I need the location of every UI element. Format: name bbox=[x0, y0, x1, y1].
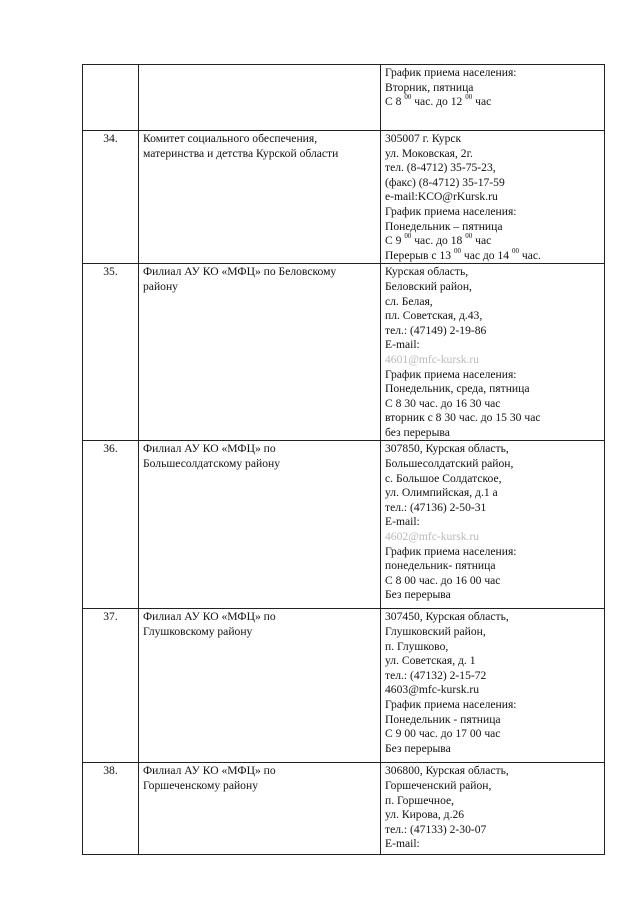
contact-info-line: Большесолдатский район, bbox=[385, 457, 514, 471]
schedule-hours-line bbox=[385, 246, 600, 264]
row-number: 34. bbox=[83, 131, 139, 264]
time-minutes-superscript: 00 bbox=[453, 246, 461, 255]
contact-info-line: График приема населения: bbox=[385, 204, 517, 218]
row-number: 37. bbox=[83, 609, 139, 763]
contact-info bbox=[381, 65, 605, 131]
contact-info-line: График приема населения: bbox=[385, 367, 517, 381]
contact-info-line: ул. Олимпийская, д.1 а bbox=[385, 486, 498, 500]
contact-info-line: 306800, Курская область, bbox=[385, 764, 509, 778]
time-minutes-superscript: 00 bbox=[465, 232, 473, 241]
organization-name-line: Комитет социального обеспечения, bbox=[143, 132, 318, 145]
contact-info-line: ул. Советская, д. 1 bbox=[385, 654, 476, 668]
time-minutes-superscript: 00 bbox=[404, 93, 412, 102]
email-address-faded: 4602@mfc-kursk.ru bbox=[385, 530, 480, 544]
organizations-table bbox=[82, 64, 605, 855]
contact-info-line: без перерыва bbox=[385, 425, 450, 439]
contact-info bbox=[381, 264, 605, 441]
organization-name-line: материнства и детства Курской области bbox=[143, 146, 339, 160]
contact-info-line: Понедельник, среда, пятница bbox=[385, 382, 530, 396]
contact-info-line: Понедельник - пятница bbox=[385, 712, 501, 726]
contact-info-line: 307450, Курская область, bbox=[385, 610, 509, 624]
contact-info-line: понедельник- пятница bbox=[385, 559, 496, 573]
contact-info-line: E-mail: bbox=[385, 837, 420, 851]
schedule-hours-line bbox=[385, 95, 600, 110]
schedule-text: час. до 12 bbox=[411, 95, 466, 109]
row-number: 35. bbox=[83, 264, 139, 441]
table-row bbox=[83, 441, 605, 609]
contact-info-line: п. Горшечное, bbox=[385, 793, 455, 807]
row-number: 36. bbox=[83, 441, 139, 609]
organization-name-line: Филиал АУ КО «МФЦ» по bbox=[143, 610, 276, 624]
table-row bbox=[83, 264, 605, 441]
contact-info-line: e-mail:KCO@rKursk.ru bbox=[385, 190, 498, 204]
contact-info-line: С 8 00 час. до 16 00 час bbox=[385, 573, 501, 587]
contact-info bbox=[381, 763, 605, 855]
organization-name bbox=[139, 441, 381, 609]
organization-name bbox=[139, 609, 381, 763]
contact-info-line: E-mail: bbox=[385, 338, 420, 352]
contact-info-line: График приема населения: bbox=[385, 66, 517, 79]
contact-info bbox=[381, 441, 605, 609]
contact-info-line: тел.: (47149) 2-19-86 bbox=[385, 323, 487, 337]
contact-info-line: тел. (8-4712) 35-75-23, bbox=[385, 161, 496, 175]
contact-info-line: 307850, Курская область, bbox=[385, 442, 509, 456]
contact-info-line: Глушковский район, bbox=[385, 625, 486, 639]
contact-info bbox=[381, 609, 605, 763]
schedule-text: Перерыв с 13 bbox=[385, 248, 454, 262]
contact-info-line: ул. Кирова, д.26 bbox=[385, 808, 465, 822]
time-minutes-superscript: 00 bbox=[404, 232, 412, 241]
schedule-text: час до 14 bbox=[460, 248, 512, 262]
contact-info-line: Горшеченский район, bbox=[385, 779, 492, 793]
table-row bbox=[83, 131, 605, 264]
organization-name-line: Глушковскому району bbox=[143, 625, 253, 639]
organization-name-line: Филиал АУ КО «МФЦ» по bbox=[143, 442, 276, 456]
contact-info-line: Беловский район, bbox=[385, 279, 472, 293]
row-number bbox=[83, 65, 139, 131]
contact-info-line: 305007 г. Курск bbox=[385, 132, 462, 145]
table-row bbox=[83, 609, 605, 763]
contact-info-line: вторник с 8 30 час. до 15 30 час bbox=[385, 411, 541, 425]
contact-info-line: тел.: (47132) 2-15-72 bbox=[385, 668, 487, 682]
schedule-text: час. до 18 bbox=[411, 234, 466, 248]
contact-info-line: сл. Белая, bbox=[385, 294, 433, 308]
contact-info-line: ул. Моковская, 2г. bbox=[385, 146, 473, 160]
schedule-text: С 8 bbox=[385, 95, 405, 109]
contact-info-line: Понедельник – пятница bbox=[385, 219, 503, 233]
contact-info-line: Вторник, пятница bbox=[385, 80, 474, 94]
contact-info-line: С 8 30 час. до 16 30 час bbox=[385, 396, 501, 410]
organization-name bbox=[139, 65, 381, 131]
contact-info-line: Без перерыва bbox=[385, 741, 451, 755]
schedule-hours-line bbox=[385, 234, 600, 249]
contact-info-line: Курская область, bbox=[385, 265, 469, 279]
contact-info-line: тел.: (47136) 2-50-31 bbox=[385, 500, 487, 514]
contact-info-line: с. Большое Солдатское, bbox=[385, 471, 502, 485]
table-row bbox=[83, 763, 605, 855]
time-minutes-superscript: 00 bbox=[511, 246, 519, 255]
schedule-text: час bbox=[472, 234, 492, 248]
table-body bbox=[83, 65, 605, 855]
contact-info-line: пл. Советская, д.43, bbox=[385, 309, 483, 323]
table-row bbox=[83, 65, 605, 131]
organization-name-line: Филиал АУ КО «МФЦ» по bbox=[143, 764, 276, 778]
time-minutes-superscript: 00 bbox=[465, 93, 473, 102]
contact-info-line: п. Глушково, bbox=[385, 639, 449, 653]
contact-info-line: С 9 00 час. до 17 00 час bbox=[385, 727, 501, 741]
schedule-text: час bbox=[472, 95, 492, 109]
organization-name bbox=[139, 763, 381, 855]
organization-name bbox=[139, 264, 381, 441]
organization-name-line: Большесолдатскому району bbox=[143, 457, 281, 471]
schedule-text: час. bbox=[518, 248, 541, 262]
organization-name-line: Филиал АУ КО «МФЦ» по Беловскому bbox=[143, 265, 337, 279]
organization-name-line: Горшеченскому району bbox=[143, 779, 258, 793]
contact-info-line: тел.: (47133) 2-30-07 bbox=[385, 822, 487, 836]
email-address-faded: 4601@mfc-kursk.ru bbox=[385, 352, 480, 366]
contact-info bbox=[381, 131, 605, 264]
organization-name-line: району bbox=[143, 279, 178, 293]
contact-info-line: (факс) (8-4712) 35-17-59 bbox=[385, 175, 505, 189]
contact-info-line: Без перерыва bbox=[385, 588, 451, 602]
contact-info-line: E-mail: bbox=[385, 515, 420, 529]
schedule-text: С 9 bbox=[385, 234, 405, 248]
contact-info-line: 4603@mfc-kursk.ru bbox=[385, 683, 480, 697]
contact-info-line: График приема населения: bbox=[385, 544, 517, 558]
organization-name bbox=[139, 131, 381, 264]
row-number: 38. bbox=[83, 763, 139, 855]
contact-info-line: График приема населения: bbox=[385, 698, 517, 712]
